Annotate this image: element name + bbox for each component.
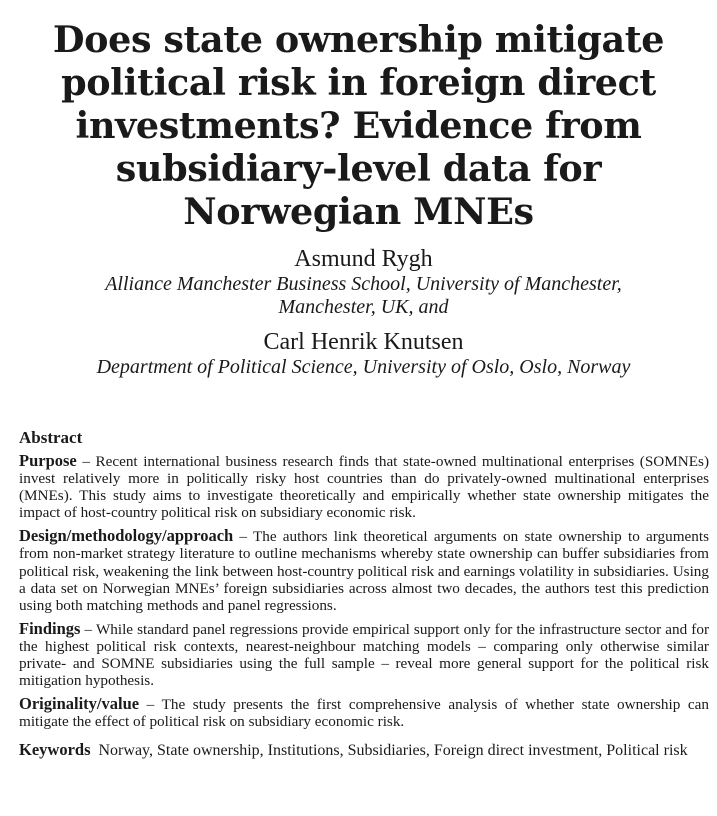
section-label: Design/methodology/approach [19, 526, 234, 546]
abstract-heading: Abstract [19, 428, 83, 447]
affiliation-line: Department of Political Science, University of Oslo, Oslo, Norway [96, 356, 631, 378]
abstract-purpose [19, 452, 709, 521]
author-affiliation [0, 356, 717, 379]
affiliation-line: Manchester, UK, and [278, 296, 449, 318]
section-text: While standard panel regressions provide empirical support only for the infrastructure sector and for the highest political risk contexts, nearest-neighbour matching models – comparing only otherwise similar private- and SOMNE subsidiaries using the full sample – reveal more general support for the political risk mitigation hypothesis. [19, 620, 709, 690]
article-title [0, 18, 717, 233]
keywords [19, 740, 709, 761]
section-separator: – [139, 696, 162, 714]
author-name: Carl Henrik Knutsen [263, 329, 464, 355]
abstract-originality [19, 695, 709, 730]
title-line: political risk in foreign direct [61, 61, 656, 104]
affiliation-line: Alliance Manchester Business School, University of Manchester, [105, 273, 622, 295]
keywords-label: Keywords [19, 740, 91, 760]
title-line: investments? Evidence from [75, 104, 642, 147]
title-line: subsidiary-level data for [115, 147, 602, 190]
section-label: Originality/value [19, 694, 140, 714]
section-text: The study presents the first comprehensive analysis of whether state ownership can mitigate the effect of political risk on subsidiary economic risk. [19, 696, 709, 731]
author-affiliation [0, 273, 717, 319]
section-label: Purpose [19, 451, 77, 470]
section-separator: – [233, 528, 253, 546]
section-text: The authors link theoretical arguments on state ownership to arguments from non-market strategy literature to outline mechanisms whereby state ownership can buffer subsidiaries from political risk, weakening the link between host-country political risk and earnings volatility in subsidiaries. Using a data set on Norwegian MNEs’ foreign subsidiaries across almost two decades, the authors test this prediction using both matching methods and panel regressions. [19, 528, 709, 614]
abstract-design [19, 527, 709, 613]
keywords-text: Norway, State ownership, Institutions, Subsidiaries, Foreign direct investment, Political risk [98, 742, 688, 760]
abstract-findings [19, 620, 709, 689]
section-separator: – [76, 453, 96, 470]
abstract-block [19, 428, 709, 761]
author-name: Asmund Rygh [294, 246, 433, 272]
section-separator: – [80, 620, 96, 638]
title-line: Does state ownership mitigate [52, 18, 665, 61]
section-label: Findings [19, 618, 81, 638]
section-text: Recent international business research finds that state-owned multinational enterprises (SOMNEs) invest relatively more in politically risky host countries than do privately-owned multinational enterprises (MNEs). This study aims to investigate theoretically and empirically whether state ownership mitigates the impact of host-country political risk on subsidiary economic risk. [19, 453, 709, 522]
title-line: Norwegian MNEs [183, 190, 534, 233]
